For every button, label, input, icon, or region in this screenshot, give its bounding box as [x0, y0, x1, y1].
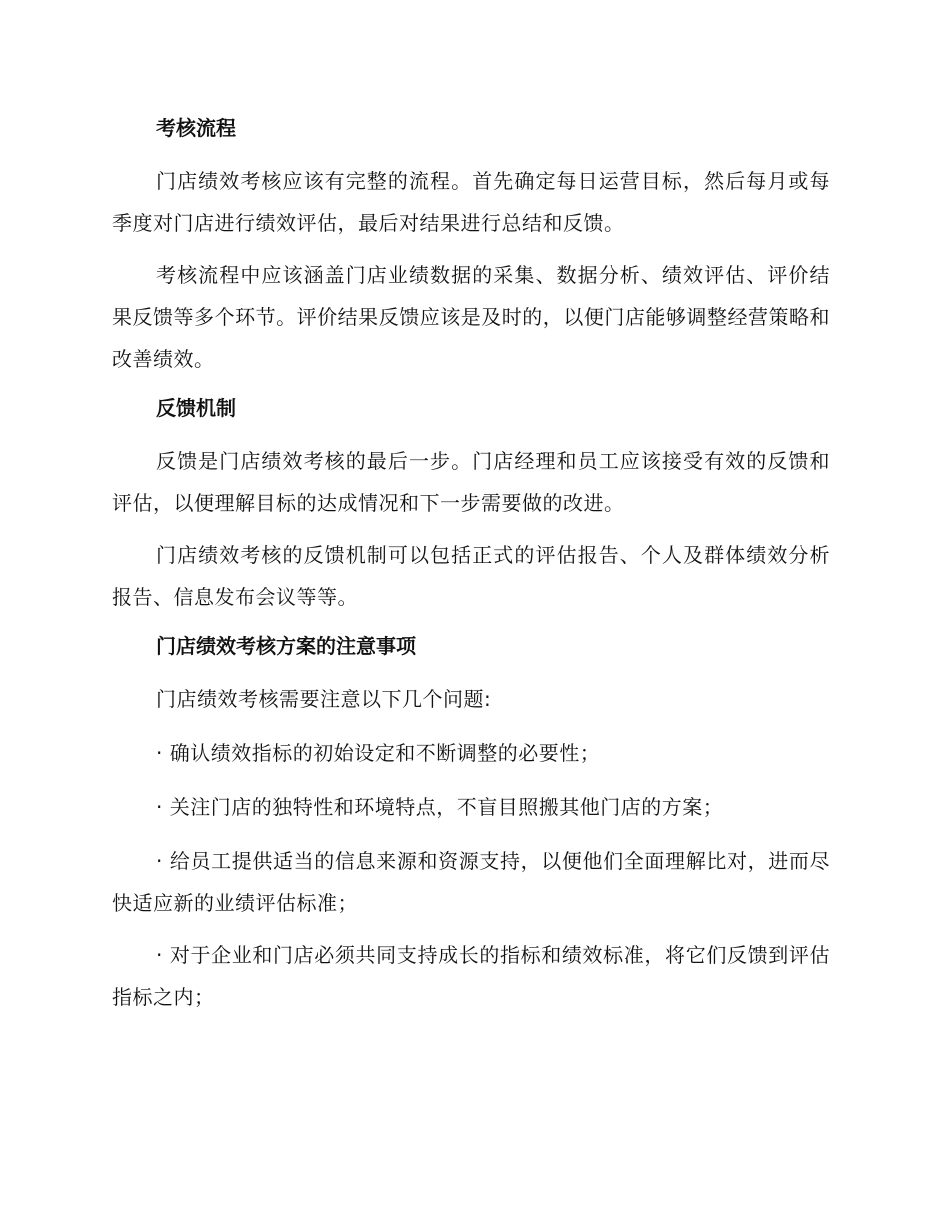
bullet-item: · 给员工提供适当的信息来源和资源支持，以便他们全面理解比对，进而尽快适应新的业绩评估标准；: [112, 849, 830, 915]
document-page: [112, 110, 830, 1028]
bullet-item: · 确认绩效指标的初始设定和不断调整的必要性；: [156, 741, 601, 765]
paragraph: 门店绩效考核的反馈机制可以包括正式的评估报告、个人及群体绩效分析报告、信息发布会议等等。: [112, 543, 830, 609]
bullet-item: · 关注门店的独特性和环境特点，不盲目照搬其他门店的方案；: [156, 795, 724, 819]
section-heading-notes: 门店绩效考核方案的注意事项: [156, 634, 416, 658]
bullet-item: · 对于企业和门店必须共同支持成长的指标和绩效标准，将它们反馈到评估指标之内；: [112, 943, 830, 1009]
paragraph: 门店绩效考核应该有完整的流程。首先确定每日运营目标，然后每月或每季度对门店进行绩效评估，最后对结果进行总结和反馈。: [112, 169, 830, 235]
paragraph: 考核流程中应该涵盖门店业绩数据的采集、数据分析、绩效评估、评价结果反馈等多个环节。评价结果反馈应该是及时的，以便门店能够调整经营策略和改善绩效。: [112, 263, 830, 371]
section-heading-process: 考核流程: [156, 116, 236, 140]
section-heading-feedback: 反馈机制: [156, 396, 236, 420]
paragraph: 门店绩效考核需要注意以下几个问题:: [156, 687, 492, 711]
paragraph: 反馈是门店绩效考核的最后一步。门店经理和员工应该接受有效的反馈和评估，以便理解目标的达成情况和下一步需要做的改进。: [112, 449, 830, 515]
